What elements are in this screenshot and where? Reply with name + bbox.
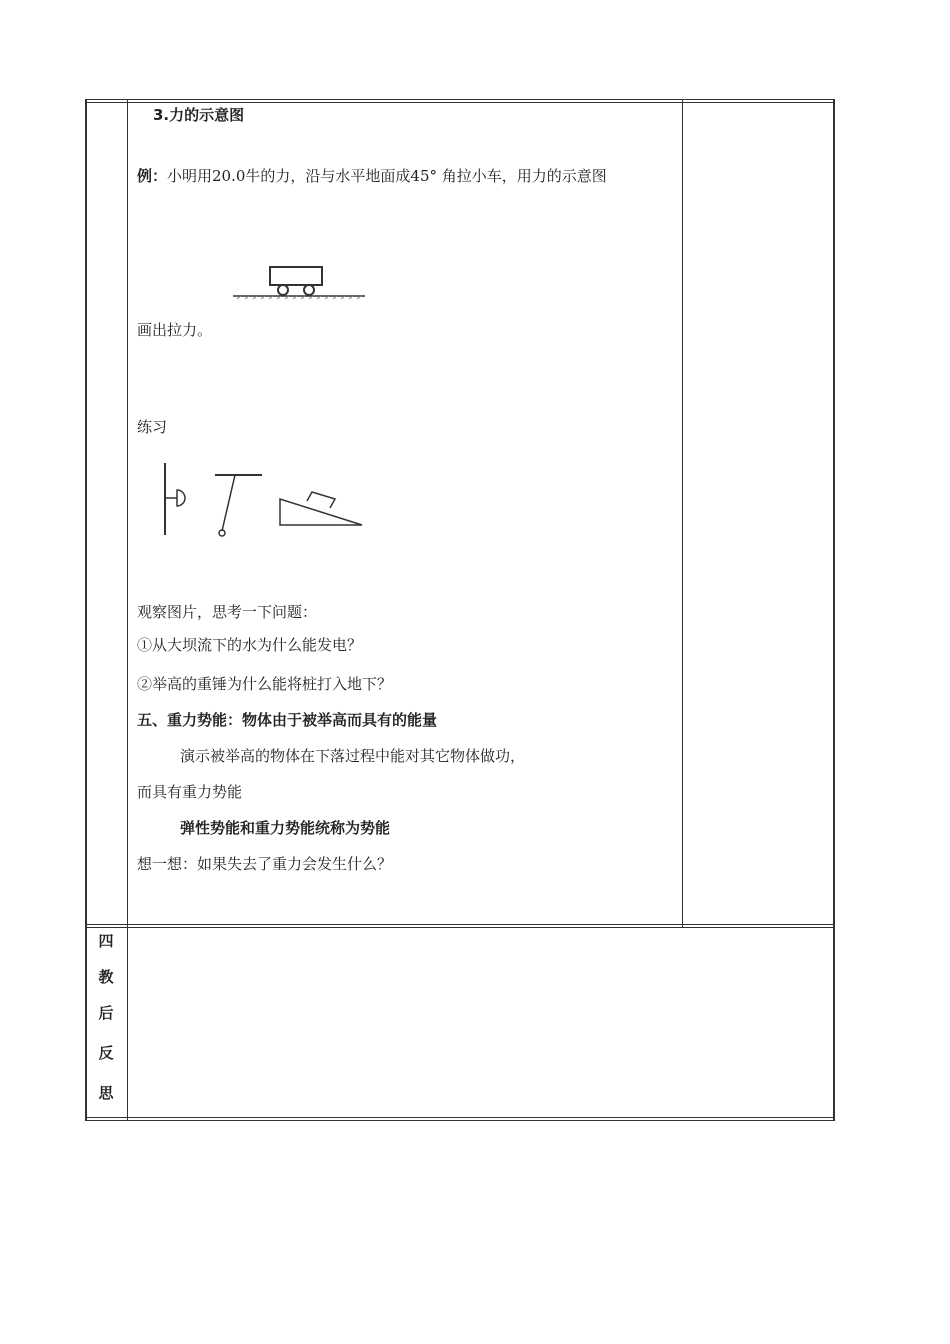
reflection-char-3: 后 [98,1004,114,1022]
reflection-char-4: 反 [98,1044,114,1062]
row-divider-inner [85,927,835,928]
potential-energy-summary: 弹性势能和重力势能统称为势能 [180,819,391,837]
think-question: 想一想：如果失去了重力会发生什么？ [137,855,393,873]
question-2: ②举高的重锤为什么能将桩打入地下？ [137,675,393,693]
practice-label: 练习 [137,418,168,436]
column-divider-2 [682,99,683,927]
draw-force-instruction: 画出拉力。 [137,321,213,339]
question-1: ①从大坝流下的水为什么能发电？ [137,636,363,654]
table-bottom-border [85,1117,835,1118]
column-divider-1 [127,99,128,1120]
table-top-border-inner [85,102,835,103]
gpe-heading: 五、重力势能：物体由于被举高而具有的能量 [137,711,438,729]
pendulum-string [222,475,235,531]
cart-body [270,267,322,285]
incline [280,499,362,525]
row-divider [85,924,835,925]
cart-wheel-left [278,285,288,295]
example-label: 例： [137,167,168,185]
reflection-char-1: 四 [98,932,114,950]
demo-line-2: 而具有重力势能 [137,783,243,801]
cart-wheel-right [304,285,314,295]
incline-block [307,492,335,508]
section-heading: 3.力的示意图 [153,106,245,124]
demo-line-1: 演示被举高的物体在下落过程中能对其它物体做功， [180,747,526,765]
cart-figure [225,255,370,330]
reflection-char-5: 思 [98,1084,114,1102]
table-bottom-border-inner [85,1120,835,1121]
example-text: 小明用20.0牛的力，沿与水平地面成45° 角拉小车，用力的示意图 [167,167,607,185]
table-top-border [85,99,835,100]
practice-figures [150,455,370,545]
observe-prompt: 观察图片，思考一下问题： [137,603,318,621]
table-right-border [833,99,835,1120]
suction-cup [177,490,185,506]
example-line [137,166,607,186]
reflection-char-2: 教 [98,968,114,986]
